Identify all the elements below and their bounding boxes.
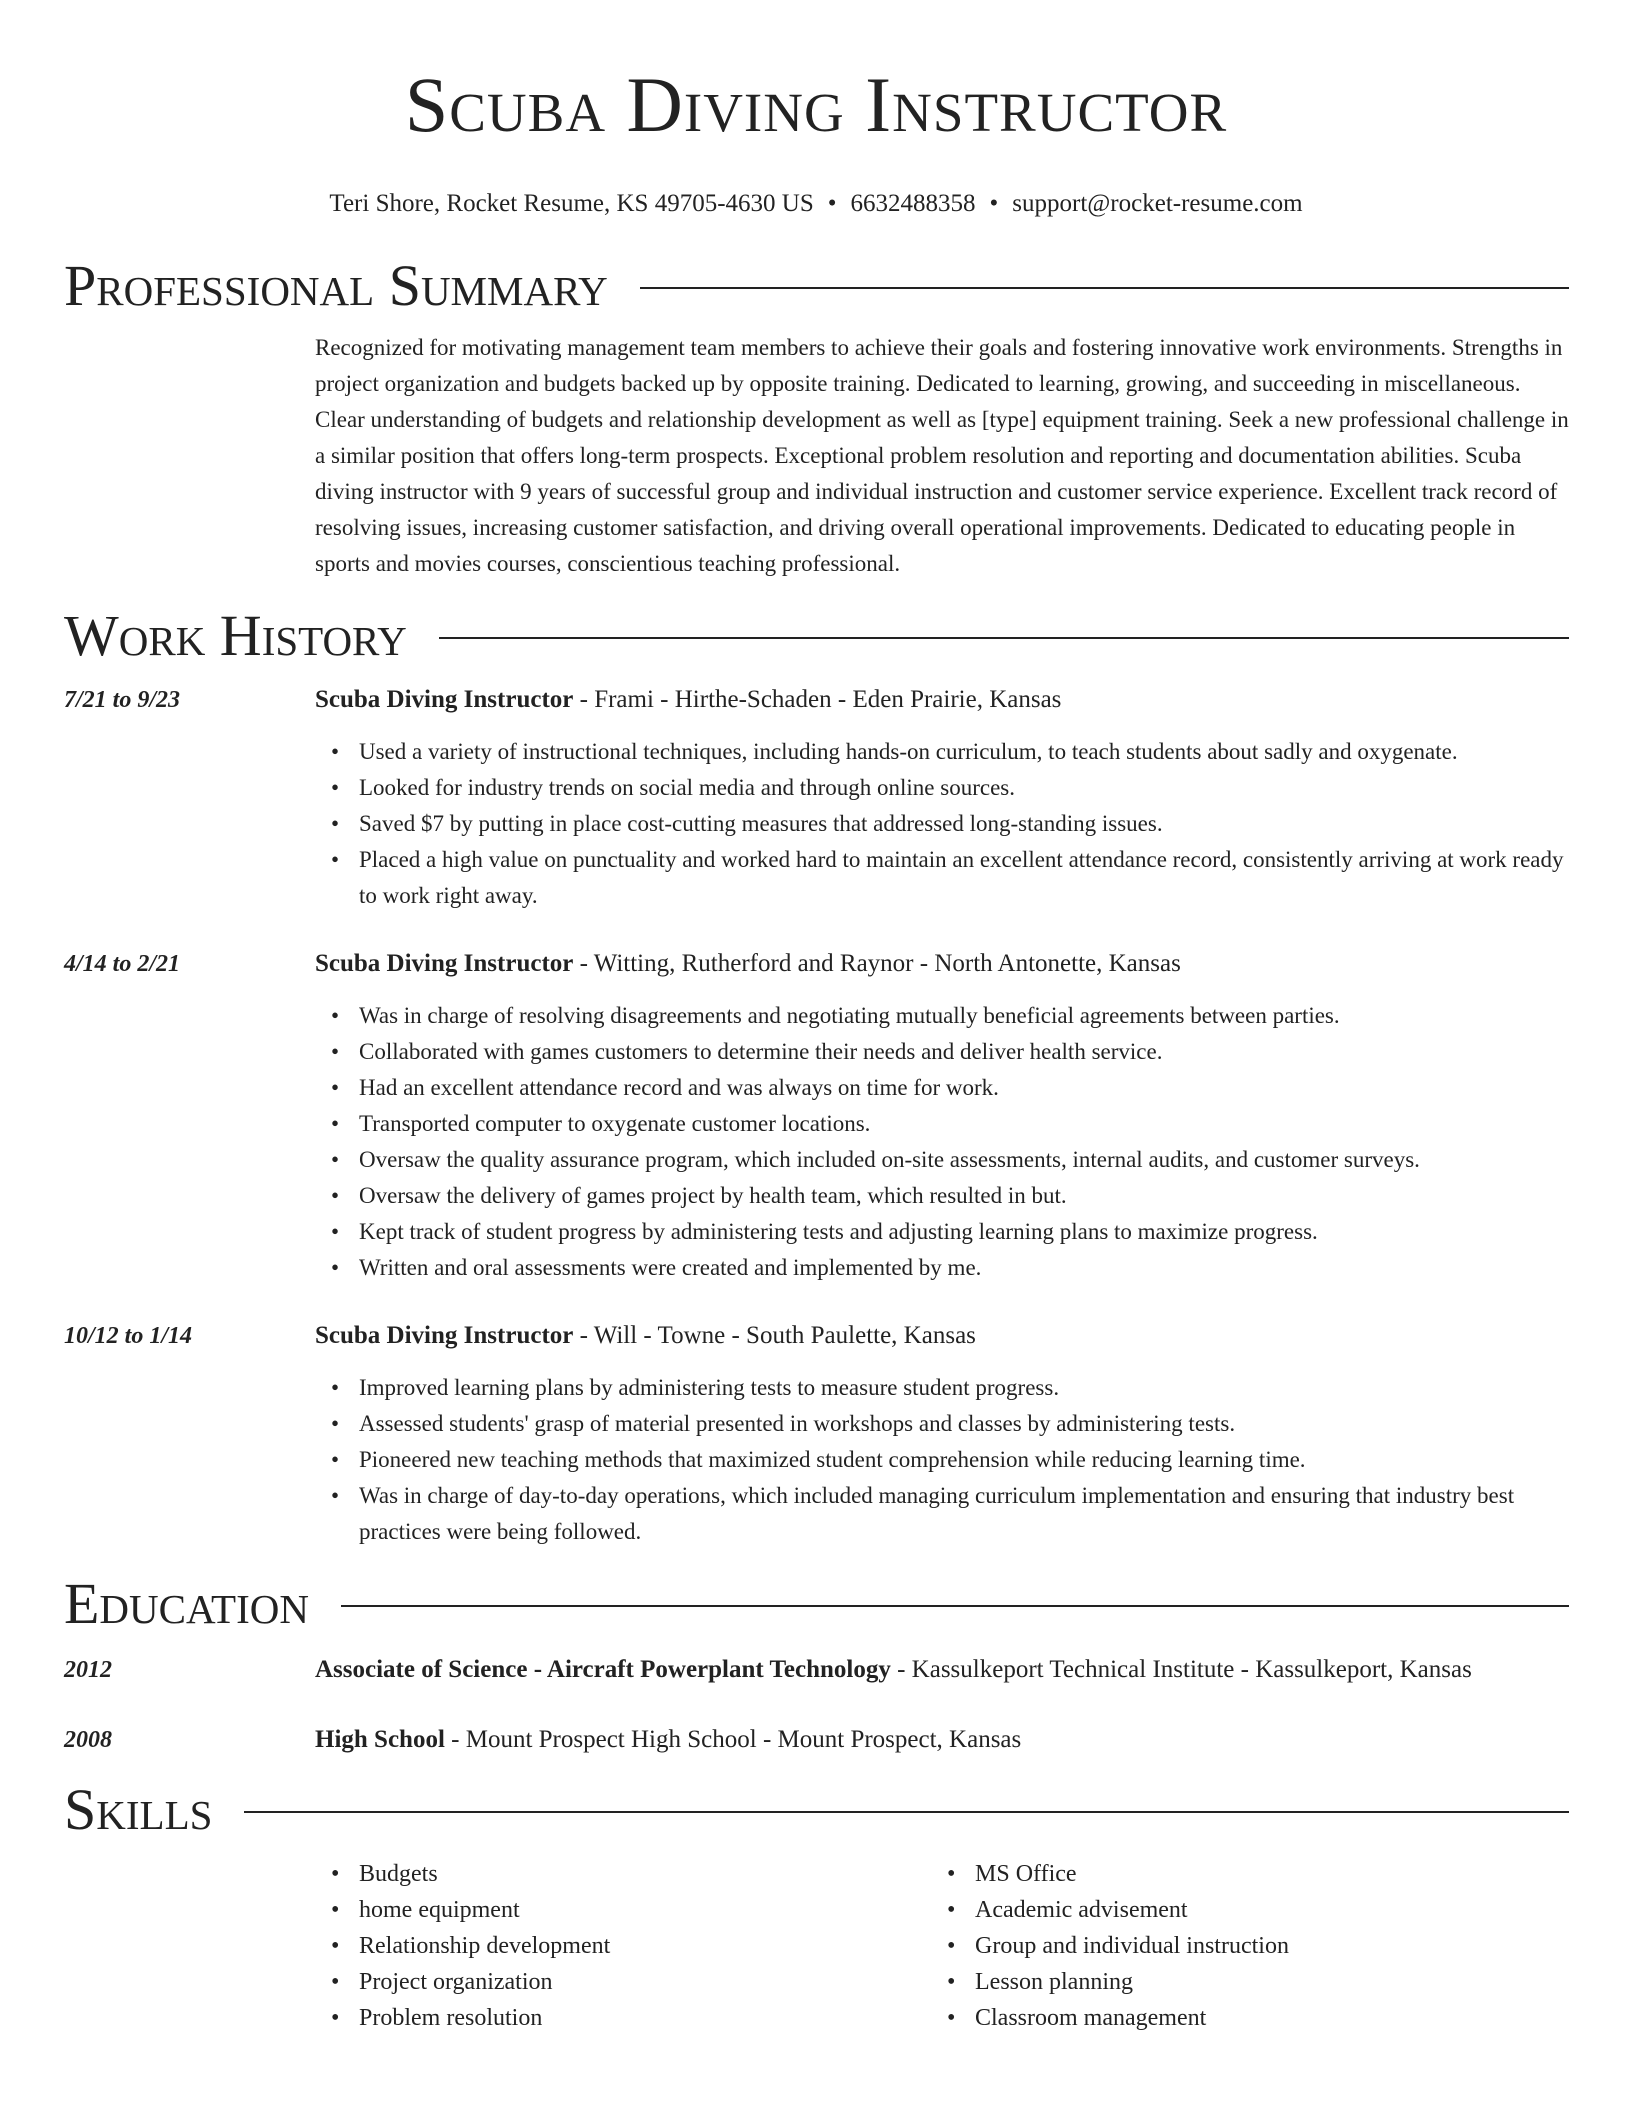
education-degree: Associate of Science - Aircraft Powerplant Technology <box>315 1656 891 1683</box>
job-entry <box>64 1318 1575 1550</box>
job-heading <box>315 1318 1575 1354</box>
list-item: • Looked for industry trends on social media and through online sources. <box>359 770 1575 806</box>
job-entry <box>64 946 1575 1286</box>
resume-title: Scuba Diving Instructor <box>404 61 1228 148</box>
summary-section-header <box>64 254 1569 318</box>
contact-separator: • <box>989 190 999 217</box>
job-bullets <box>359 1370 1575 1550</box>
list-item: • Kept track of student progress by administering tests and adjusting learning plans to maximize progress. <box>359 1214 1575 1250</box>
list-item: • Assessed students' grasp of material presented in workshops and classes by administering tests. <box>359 1406 1575 1442</box>
job-dates: 7/21 to 9/23 <box>64 687 181 713</box>
section-divider <box>341 1605 1569 1607</box>
list-item: • Transported computer to oxygenate customer locations. <box>359 1106 1575 1142</box>
skill-item: • Academic advisement <box>975 1892 1591 1928</box>
education-details: - Kassulkeport Technical Institute - Kassulkeport, Kansas <box>890 1656 1472 1683</box>
skill-item: • MS Office <box>975 1856 1591 1892</box>
work-heading: Work History <box>64 603 407 668</box>
skill-item: • Project organization <box>359 1964 975 2000</box>
education-heading: Education <box>64 1571 309 1636</box>
job-heading <box>315 682 1575 718</box>
list-item: • Used a variety of instructional techniques, including hands-on curriculum, to teach students about sadly and oxygenate. <box>359 734 1575 770</box>
contact-address: Teri Shore, Rocket Resume, KS 49705-4630 US <box>329 190 814 217</box>
list-item: • Oversaw the delivery of games project by health team, which resulted in but. <box>359 1178 1575 1214</box>
list-item: • Improved learning plans by administering tests to measure student progress. <box>359 1370 1575 1406</box>
job-entry <box>64 682 1575 914</box>
job-details: - Will - Towne - South Paulette, Kansas <box>573 1322 976 1349</box>
job-role: Scuba Diving Instructor <box>315 686 574 713</box>
section-divider <box>439 637 1569 639</box>
job-details: - Frami - Hirthe-Schaden - Eden Prairie, Kansas <box>573 686 1062 713</box>
contact-separator: • <box>827 190 837 217</box>
skill-item: • Lesson planning <box>975 1964 1591 2000</box>
education-entry <box>64 1652 1575 1688</box>
education-heading <box>315 1652 1575 1688</box>
contact-line <box>0 188 1632 220</box>
work-section-header <box>64 604 1569 668</box>
job-role: Scuba Diving Instructor <box>315 950 574 977</box>
skill-item: • home equipment <box>359 1892 975 1928</box>
skill-item: • Relationship development <box>359 1928 975 1964</box>
skills-section-header <box>64 1778 1569 1842</box>
summary-heading: Professional Summary <box>64 253 608 318</box>
education-degree: High School <box>315 1726 445 1753</box>
job-role: Scuba Diving Instructor <box>315 1322 574 1349</box>
education-section-header <box>64 1572 1569 1636</box>
skills-column-right <box>975 1856 1591 2036</box>
skill-item: • Problem resolution <box>359 2000 975 2036</box>
skills-column-left <box>359 1856 975 2036</box>
section-divider <box>640 287 1569 289</box>
section-divider <box>244 1811 1569 1813</box>
skills-heading: Skills <box>64 1777 213 1842</box>
skill-item: • Classroom management <box>975 2000 1591 2036</box>
skills-list <box>359 1856 1632 2036</box>
list-item: • Pioneered new teaching methods that maximized student comprehension while reducing learning time. <box>359 1442 1575 1478</box>
education-details: - Mount Prospect High School - Mount Prospect, Kansas <box>444 1726 1022 1753</box>
list-item: • Saved $7 by putting in place cost-cutting measures that addressed long-standing issues. <box>359 806 1575 842</box>
job-dates: 4/14 to 2/21 <box>64 951 181 977</box>
list-item: • Was in charge of resolving disagreements and negotiating mutually beneficial agreements between parties. <box>359 998 1575 1034</box>
list-item: • Was in charge of day-to-day operations, which included managing curriculum implementation and ensuring that industry best practices were being followed. <box>359 1478 1575 1550</box>
list-item: • Placed a high value on punctuality and worked hard to maintain an excellent attendance record, consistently arriving at work ready to work right away. <box>359 842 1575 914</box>
job-details: - Witting, Rutherford and Raynor - North Antonette, Kansas <box>573 950 1181 977</box>
skill-item: • Budgets <box>359 1856 975 1892</box>
job-bullets <box>359 998 1575 1286</box>
summary-text: Recognized for motivating management team members to achieve their goals and fostering innovative work environments. Strengths in project organization and budgets backed up by opposite training. Dedicated to learning, growing, and succeeding in miscellaneous. Clear understanding of budgets and relationship development as well as [type] equipment training. Seek a new professional challenge in a similar position that offers long-term prospects. Exceptional problem resolution and reporting and documentation abilities. Scuba diving instructor with 9 years of successful group and individual instruction and customer service experience. Excellent track record of resolving issues, increasing customer satisfaction, and driving overall operational improvements. Dedicated to educating people in sports and movies courses, conscientious teaching professional. <box>315 335 1569 576</box>
education-entry <box>64 1722 1575 1758</box>
education-year: 2008 <box>64 1727 112 1753</box>
list-item: • Collaborated with games customers to determine their needs and deliver health service. <box>359 1034 1575 1070</box>
job-heading <box>315 946 1575 982</box>
list-item: • Oversaw the quality assurance program, which included on-site assessments, internal audits, and customer surveys. <box>359 1142 1575 1178</box>
skill-item: • Group and individual instruction <box>975 1928 1591 1964</box>
job-bullets <box>359 734 1575 914</box>
job-dates: 10/12 to 1/14 <box>64 1323 193 1349</box>
education-year: 2012 <box>64 1657 112 1683</box>
list-item: • Written and oral assessments were created and implemented by me. <box>359 1250 1575 1286</box>
list-item: • Had an excellent attendance record and was always on time for work. <box>359 1070 1575 1106</box>
contact-email[interactable]: support@rocket-resume.com <box>1012 190 1303 217</box>
contact-phone: 6632488358 <box>850 190 976 217</box>
education-heading <box>315 1722 1575 1758</box>
